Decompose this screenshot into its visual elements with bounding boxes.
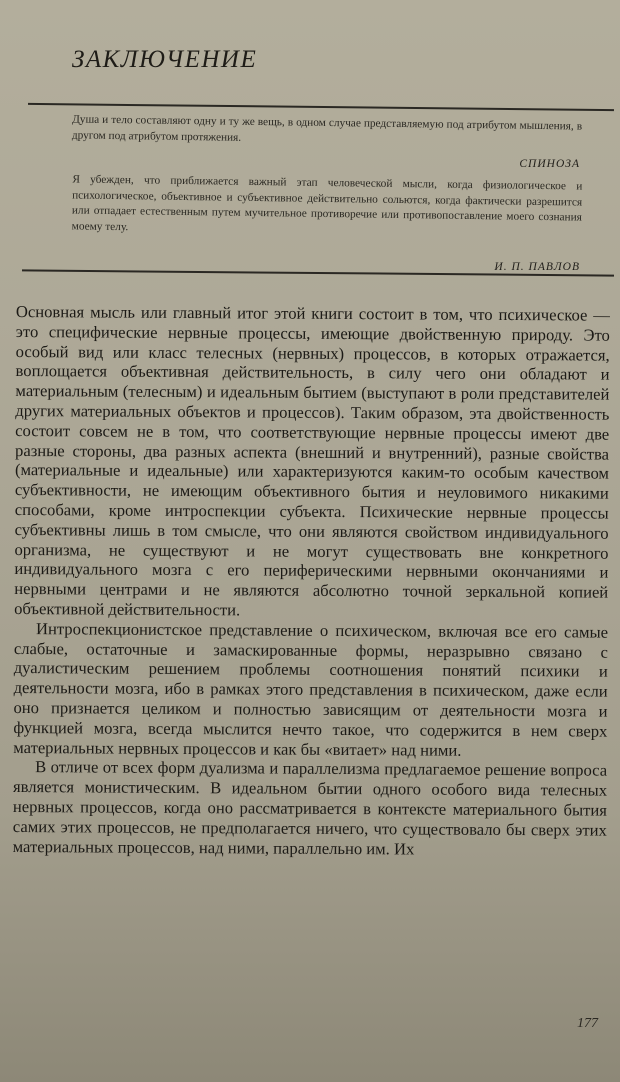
paragraph-2: Интроспекционистское представление о психическом, включая все его самые слабые, остаточные и замаскированные формы, неразрывно связано с дуалистическим решением проблемы соотношения понятий психики и деятельности мозга, ибо в рамках этого представления в психическом, даже если оно признается целиком и полностью зависящим от деятельности мозга и функцией мозга, всегда мыслится нечто такое, что содержится в нем сверх материальных нервных процессов и как бы «витает» над ними.: [13, 618, 609, 760]
epigraph-pavlov-author: И. П. ПАВЛОВ: [494, 261, 580, 273]
epigraph-pavlov-text: Я убежден, что приближается важный этап человеческой мысли, когда физиологическое и психологическое, объективное и субъективное действительно сольются, когда фактически разрешится или отпадает естественным путем мучительное противоречие или противопоставление моего сознания моему телу.: [71, 173, 583, 234]
page-number: 177: [577, 1016, 598, 1031]
chapter-title: ЗАКЛЮЧЕНИЕ: [72, 46, 258, 73]
epigraph-spinoza-author: СПИНОЗА: [519, 158, 580, 170]
paragraph-1: Основная мысль или главный итог этой книги состоит в том, что психическое — это специфические нервные процессы, имеющие двойственную природу. Это особый вид или класс телесных (нервных) процессов, в которых отражается, воплощается объективная действительность, в силу чего они обладают и материальным (телесным) и идеальным бытием (выступают в роли представителей других материальных объектов и процессов). Таким образом, эта двойственность состоит совсем не в том, что соответствующие нервные процессы имеют две разные стороны, два разных аспекта (внешний и внутренний), разные свойства (материальные и идеальные) или характеризуются каким-то особым качеством субъективности, не имеющим объективного бытия и неуловимого никакими способами, кроме интроспекции субъекта. Психические нервные процессы субъективны лишь в том смысле, что они являются свойством индивидуального организма, не существуют и не могут существовать вне конкретного индивидуального мозга с его периферическими нервными окончаниями и нервными центрами и не являются абсолютно точной зеркальной копией объективной действительности.: [14, 302, 610, 620]
epigraph-spinoza-text: Душа и тело составляют одну и ту же вещь, в одном случае представляемую под атрибутом мышления, в другом под атрибутом протяжения.: [71, 113, 583, 144]
epigraph-top-rule: [28, 103, 614, 111]
paragraph-3: В отличе от всех форм дуализма и параллелизма предлагаемое решение вопроса является монистическим. В идеальном бытии одного особого вида телесных нервных процессов, когда оно рассматривается в контексте материального бытия самих этих процессов, не предполагается ничего, что существовало бы сверх этих материальных процессов, над ними, параллельно им. Их: [12, 757, 608, 858]
body-text: [13, 302, 610, 860]
